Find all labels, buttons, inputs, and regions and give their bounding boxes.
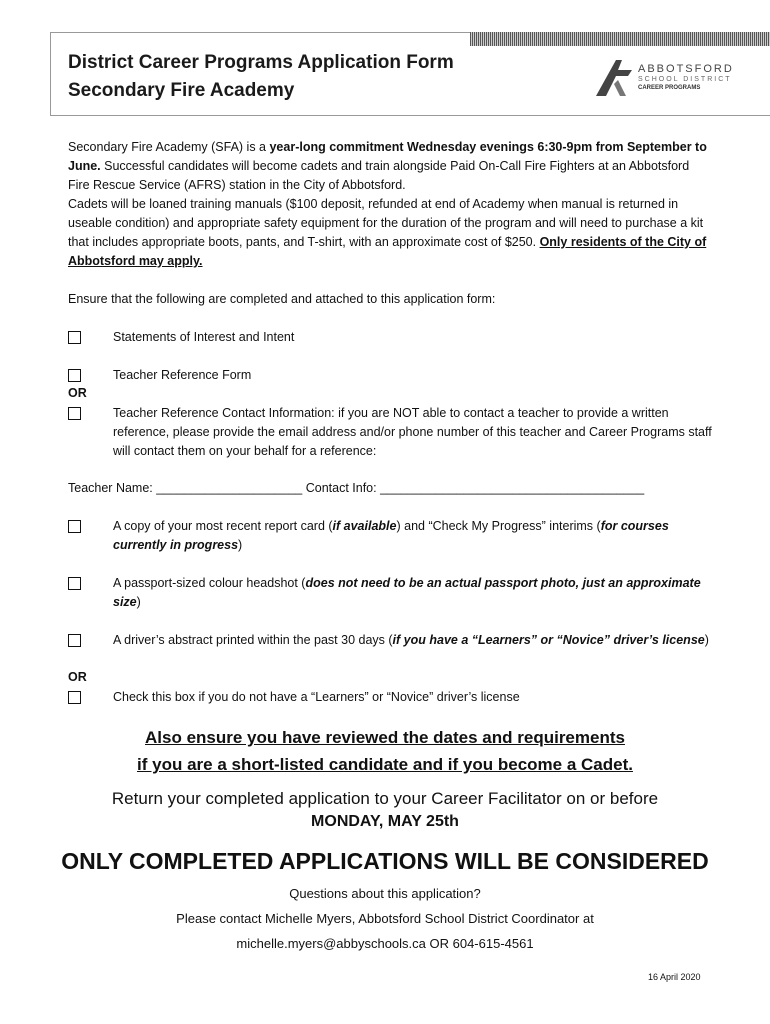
teacher-form-checkbox[interactable]: [68, 369, 81, 382]
intro-commitment: year-long commitment Wednesday evenings 6:30-9pm from September to June.: [68, 140, 707, 173]
form-title: District Career Programs Application Form: [68, 52, 454, 73]
completed-notice: ONLY COMPLETED APPLICATIONS WILL BE CONSIDERED: [61, 848, 709, 874]
header-stripe: [470, 32, 770, 46]
logo-name: ABBOTSFORD: [638, 63, 734, 75]
intro-text-2: Successful candidates will become cadets and train alongside Paid On-Call Fire Fighters at an Abbotsford Fire Rescue Service (AFRS) station in the City of Abbotsford.: [68, 159, 690, 192]
teacher-fields: [68, 481, 644, 495]
form-subtitle: Secondary Fire Academy: [68, 80, 295, 101]
ensure-text: Ensure that the following are completed and attached to this application form:: [68, 292, 496, 306]
teacher-name-field[interactable]: Teacher Name: _____________________: [68, 481, 303, 495]
teacher-contact-checkbox[interactable]: [68, 407, 81, 420]
review-line-1: Also ensure you have reviewed the dates and requirements: [145, 728, 625, 747]
headshot-label: A passport-sized colour headshot (does not need to be an actual passport photo, just an approximate size): [113, 576, 701, 609]
logo-sub2: CAREER PROGRAMS: [638, 85, 701, 91]
headshot-checkbox[interactable]: [68, 577, 81, 590]
intro-text-3: Cadets will be loaned training manuals ($100 deposit, refunded at end of Academy when manual is returned in useable condition) and appropriate safety equipment for the duration of the program and will need to purchase a kit that includes appropriate boots, pants, and T-shirt, with an approximate cost of $250.: [68, 197, 704, 249]
report-card-checkbox[interactable]: [68, 520, 81, 533]
intro-residency: Only residents of the City of Abbotsford may apply.: [68, 235, 707, 268]
intro-text-1: Secondary Fire Academy (SFA) is a: [68, 140, 270, 154]
return-line: Return your completed application to your Career Facilitator on or before: [111, 789, 659, 808]
abstract-checkbox[interactable]: [68, 634, 81, 647]
teacher-contact-label: Teacher Reference Contact Information: if you are NOT able to contact a teacher to provide a written reference, please provide the email address and/or phone number of this teacher and Career Programs staff will contact them on your behalf for a reference:: [113, 406, 712, 458]
no-license-checkbox[interactable]: [68, 691, 81, 704]
deadline: MONDAY, MAY 25th: [311, 813, 459, 830]
review-line-2: if you are a short-listed candidate and if you become a Cadet.: [137, 755, 633, 774]
statements-checkbox[interactable]: [68, 331, 81, 344]
district-logo: [592, 56, 732, 98]
document-date: 16 April 2020: [648, 972, 701, 982]
teacher-form-label: Teacher Reference Form: [113, 368, 252, 382]
report-card-label: A copy of your most recent report card (if available) and “Check My Progress” interims (for courses currently in progress): [113, 519, 669, 552]
questions-text: Questions about this application?: [289, 886, 481, 901]
logo-mark-icon: [592, 56, 638, 98]
contact-info-field[interactable]: Contact Info: ______________________________________: [305, 481, 645, 495]
logo-sub: SCHOOL DISTRICT: [638, 76, 732, 83]
contact-email-phone[interactable]: michelle.myers@abbyschools.ca OR 604-615-4561: [236, 936, 534, 951]
abstract-label: A driver’s abstract printed within the past 30 days (if you have a “Learners” or “Novice” driver’s license): [113, 633, 709, 647]
or-label-1: OR: [68, 386, 87, 400]
or-label-2: OR: [68, 670, 87, 684]
statements-label: Statements of Interest and Intent: [113, 330, 295, 344]
contact-text: Please contact Michelle Myers, Abbotsford School District Coordinator at: [176, 911, 594, 926]
intro-paragraph: [68, 138, 708, 271]
no-license-label: Check this box if you do not have a “Learners” or “Novice” driver’s license: [113, 690, 520, 704]
